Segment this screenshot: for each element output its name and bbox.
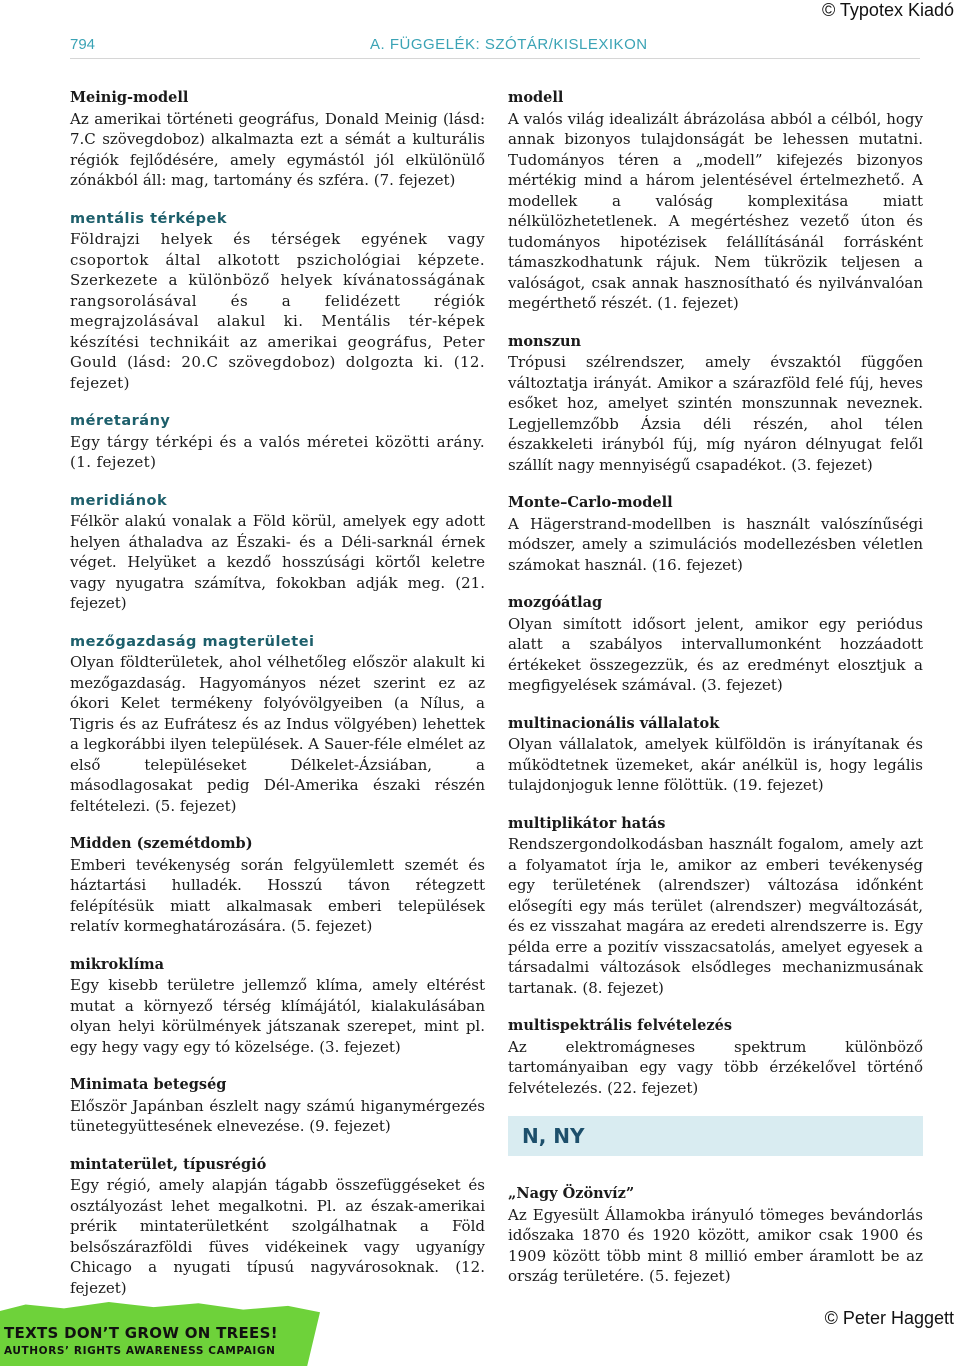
- entry-term: Midden (szemétdomb): [70, 835, 253, 852]
- entry-definition: Rendszergondolkodásban használt fogalom, amely azt a folyamatot írja le, amikor az emberi tevékenység egy területének (alrendszer) változása időnként elősegíti egy más terület (alrendszer) megváltozását, és ez visszahat magára az eredeti alrendszerre is. Egy példa erre a pozitív visszacsatolás, amelyet egyesek a társadalmi változások elsődleges mechanizmusának tartanak. (8. fejezet): [508, 835, 923, 997]
- section-heading-box: [508, 1116, 923, 1156]
- copyright-notice: © Peter Haggett: [824, 1308, 954, 1328]
- glossary-entry: [508, 1184, 923, 1287]
- glossary-entry: [70, 632, 485, 817]
- entry-definition: Olyan vállalatok, amelyek külföldön is irányítanak és működtetnek üzemeket, akár anélkül is, hogy legális tulajdonjoguk lenne fölöttük. (19. fejezet): [508, 735, 923, 794]
- entry-term: mintaterület, típusrégió: [70, 1155, 267, 1173]
- page-header: [70, 34, 920, 59]
- running-title: A. FÜGGELÉK: SZÓTÁR/KISLEXIKON: [370, 36, 648, 53]
- glossary-entry: [508, 1016, 923, 1098]
- glossary-entry: [70, 88, 485, 191]
- glossary-entry: [70, 411, 485, 473]
- entry-term: „Nagy Özönvíz”: [508, 1185, 635, 1202]
- entry-term: méretarány: [70, 413, 171, 429]
- entry-definition: Olyan földterületek, ahol vélhetőleg először alakult ki mezőgazdaság. Hagyományos nézet szerint ez az ókori Kelet termékeny folyóvölgyeiben (a Nílus, a Tigris és az Eufrátesz és az Indus völgyében) lehettek a legkorábbi ilyen települések. A Sauer-féle elmélet az első településeket Délkelet-Ázsiában, a másodlagosakat pedig Dél-Amerika északi részén feltételezi. (5. fejezet): [70, 653, 485, 815]
- glossary-entry: [70, 1075, 485, 1137]
- entry-term: Monte–Carlo-modell: [508, 494, 673, 511]
- glossary-entry: [508, 814, 923, 999]
- entry-definition: Félkör alakú vonalak a Föld körül, amelyek egy adott helyen áthaladva az Északi- és a Déli-sarknál érnek véget. Helyüket a kezdő hosszúsági körtől keletre vagy nyugatra számítva, fokokban adják meg. (21. fejezet): [70, 512, 485, 612]
- rights-campaign-banner: [0, 1302, 320, 1366]
- entry-term: monszun: [508, 332, 582, 350]
- glossary-entry: [70, 1155, 485, 1299]
- glossary-entry: [70, 834, 485, 937]
- glossary-entry: [508, 593, 923, 696]
- page-number: 794: [70, 36, 96, 53]
- glossary-entry: [508, 88, 923, 314]
- glossary-entry: [70, 209, 485, 394]
- entry-term: mikroklíma: [70, 955, 165, 973]
- entry-definition: Földrajzi helyek és térségek egyének vagy csoportok által alkotott pszichológiai képzete. Szerkezete a különböző helyek kívánatosságának rangsorolásával és a felidézett régiók megrajzolásával alakul ki. Mentális tér-képek készítési technikáit az amerikai geográfus, Peter Gould (lásd: 20.C szövegdoboz) dolgozta ki. (12. fejezet): [70, 230, 485, 392]
- glossary-entry: [508, 493, 923, 575]
- entry-definition: Trópusi szélrendszer, amely évszaktól függően változtatja irányát. Amikor a szárazföld felé fúj, heves esőket hoz, amelyet szintén monszunnak neveznek. Legjellemzőbb Ázsia déli részén, ahol télen északkeleti irányból fúj, míg nyáron délnyugat felől szállít nagy mennyiségű csapadékot. (3. fejezet): [508, 353, 923, 474]
- section-heading: N, NY: [522, 1124, 585, 1148]
- left-column: [70, 88, 485, 1316]
- entry-term: mozgóátlag: [508, 594, 603, 611]
- entry-definition: Emberi tevékenység során felgyülemlett szemét és háztartási hulladék. Hosszú távon rétegzett felépítésük miatt alkalmasak emberi települések relatív kormeghatározására. (5. fejezet): [70, 855, 485, 935]
- entry-definition: Olyan simított idősort jelent, amikor egy periódus alatt a szabályos intervallumonként hozzáadott értékeket összegezzük, és az eredményt elosztjuk a megfigyelések számával. (3. fejezet): [508, 614, 923, 694]
- publisher-notice: © Typotex Kiadó: [821, 0, 954, 20]
- glossary-entry: [70, 955, 485, 1058]
- entry-definition: A valós világ idealizált ábrázolása abból a célból, hogy annak bizonyos tulajdonságát be lehessen mutatni. Tudományos téren a „modell” kifejezés bizonyos mértékig mind a három jelentésével értelmezhető. A modellek a valóság komplexitása miatt nélkülözhetetlenek. A megértéshez vezető úton és tudományos hipotézisek felállításánál forrásként támaszkodhatunk rájuk. Nem tükrözik teljesen a valóságot, csak annak hasznosítható és nyilvánvalóan megérthető részét. (1. fejezet): [508, 109, 923, 312]
- entry-term: meridiánok: [70, 492, 168, 509]
- glossary-entry: [70, 491, 485, 614]
- entry-definition: Először Japánban észlelt nagy számú higanymérgezés tünetegyüttesének elnevezése. (9. fejezet): [70, 1096, 485, 1135]
- entry-term: multinacionális vállalatok: [508, 714, 720, 732]
- entry-term: multispektrális felvételezés: [508, 1017, 733, 1034]
- entry-definition: A Hägerstrand-modellben is használt valószínűségi módszer, amely a szimulációs modellezésben véletlen számokat használ. (16. fejezet): [508, 514, 923, 574]
- entry-term: Meinig-modell: [70, 89, 189, 106]
- entry-definition: Egy kisebb területre jellemző klíma, amely eltérést mutat a környező térség klímájától, kialakulásában olyan helyi körülmények játszanak szerepet, mint pl. egy hegy vagy egy tó közelsége. (3. fejezet): [70, 976, 485, 1056]
- banner-subtitle: AUTHORS’ RIGHTS AWARENESS CAMPAIGN: [4, 1345, 276, 1357]
- banner-slogan: TEXTS DON’T GROW ON TREES!: [4, 1324, 278, 1342]
- entry-term: Minimata betegség: [70, 1076, 227, 1093]
- entry-term: multiplikátor hatás: [508, 814, 666, 832]
- entry-term: mentális térképek: [70, 210, 227, 227]
- entry-definition: Az Egyesült Államokba irányuló tömeges bevándorlás időszaka 1870 és 1920 között, amikor csak 1900 és 1909 között több mint 8 millió ember áramlott be az ország területére. (5. fejezet): [508, 1205, 923, 1285]
- entry-definition: Egy régió, amely alapján tágabb összefüggéseket és osztályozást lehet megalkotni. Pl. az észak-amerikai prérik mintaterületként szolgálhatnak a Föld belsőszárazföldi füves vidékeinek vagy ugyanígy Chicago a nyugati típusú nagyvárosoknak. (12. fejezet): [70, 1176, 485, 1297]
- entry-term: mezőgazdaság magterületei: [70, 633, 315, 650]
- glossary-entry: [508, 332, 923, 476]
- entry-definition: Az amerikai történeti geográfus, Donald Meinig (lásd: 7.C szövegdoboz) alkalmazta ezt a sémát a kulturális régiók fejlődésére, amely egymástól jól elkülönülő zónákból áll: mag, tartomány és szféra. (7. fejezet): [70, 109, 485, 189]
- entry-definition: Egy tárgy térképi és a valós méretei közötti arány. (1. fejezet): [70, 432, 485, 471]
- glossary-entry: [508, 714, 923, 796]
- entry-term: modell: [508, 89, 564, 106]
- right-column: [508, 88, 923, 1305]
- entry-definition: Az elektromágneses spektrum különböző tartományaiban egy vagy több érzékelővel történő felvételezés. (22. fejezet): [508, 1037, 923, 1097]
